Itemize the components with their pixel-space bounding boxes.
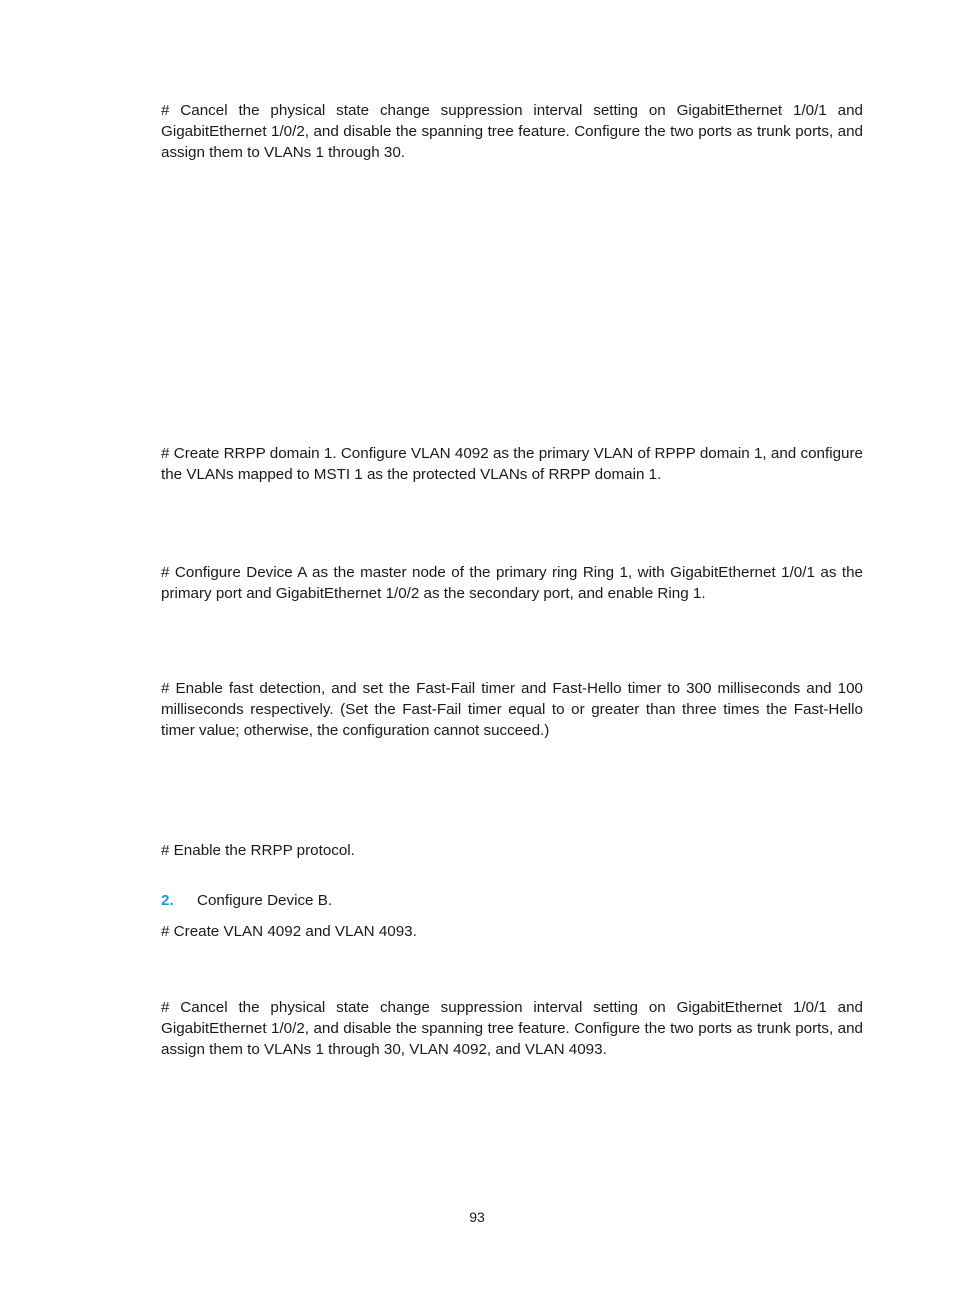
- paragraph-create-rrpp-domain: # Create RRPP domain 1. Configure VLAN 4092 as the primary VLAN of RPPP domain 1, and configure the VLANs mapped to MSTI 1 as the protected VLANs of RRPP domain 1.: [161, 445, 863, 484]
- paragraph-cancel-suppression-device-b: # Cancel the physical state change suppression interval setting on GigabitEthernet 1/0/1 and GigabitEthernet 1/0/2, and disable the spanning tree feature. Configure the two ports as trunk ports, and assign them to VLANs 1 through 30, VLAN 4092, and VLAN 4093.: [161, 999, 863, 1059]
- step-configure-device-b: [161, 890, 863, 911]
- paragraph-cancel-suppression-device-a: # Cancel the physical state change suppression interval setting on GigabitEthernet 1/0/1 and GigabitEthernet 1/0/2, and disable the spanning tree feature. Configure the two ports as trunk ports, and assign them to VLANs 1 through 30.: [161, 102, 863, 162]
- paragraph-enable-rrpp: # Enable the RRPP protocol.: [161, 842, 355, 859]
- paragraph-configure-master-node: # Configure Device A as the master node of the primary ring Ring 1, with GigabitEthernet 1/0/1 as the primary port and GigabitEthernet 1/0/2 as the secondary port, and enable Ring 1.: [161, 564, 863, 603]
- page-number: 93: [469, 1209, 485, 1225]
- step-number: 2.: [161, 892, 174, 909]
- paragraph-enable-fast-detection: # Enable fast detection, and set the Fast-Fail timer and Fast-Hello timer to 300 milliseconds and 100 milliseconds respectively. (Set the Fast-Fail timer equal to or greater than three times the Fast-Hello timer value; otherwise, the configuration cannot succeed.): [161, 680, 863, 740]
- paragraph-create-vlans: # Create VLAN 4092 and VLAN 4093.: [161, 923, 417, 940]
- step-label: Configure Device B.: [197, 892, 333, 909]
